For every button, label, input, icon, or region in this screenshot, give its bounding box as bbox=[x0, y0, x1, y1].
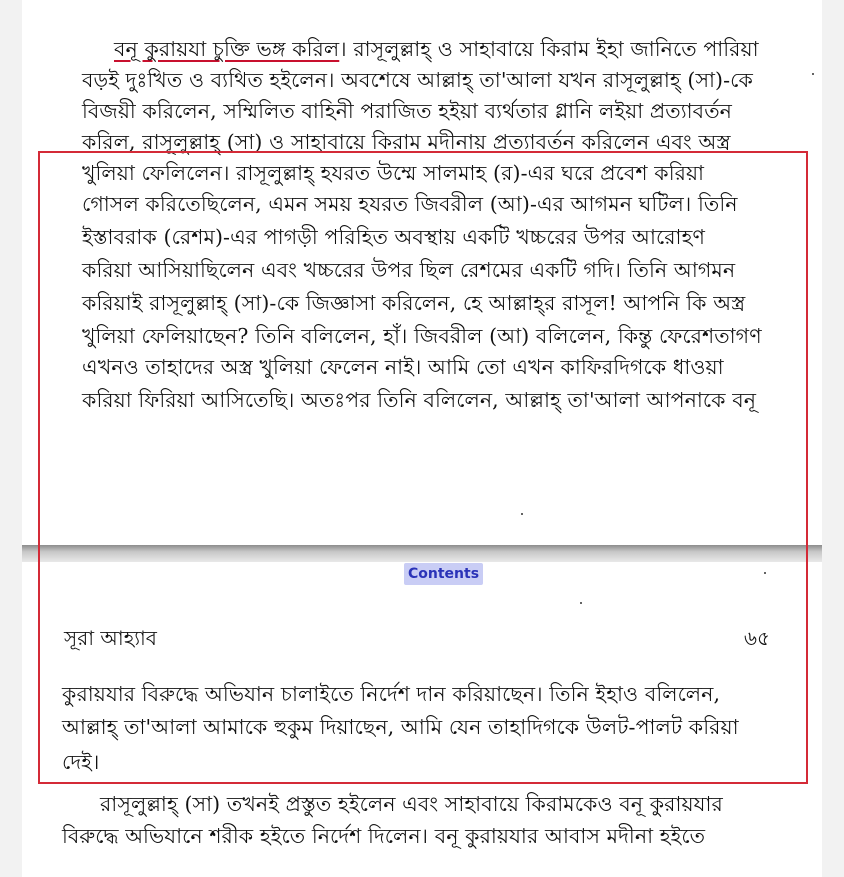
text-line: করিয়াই রাসূলুল্লাহ্ (সা)-কে জিজ্ঞাসা করিলেন, হে আল্লাহ্‌র রাসূল! আপনি কি অস্ত্র bbox=[82, 291, 746, 315]
text-line: দেই। bbox=[62, 750, 100, 774]
page-number: ৬৫ bbox=[744, 626, 770, 650]
underlined-heading: বনূ কুরায়যা চুক্তি ভঙ্গ করিল bbox=[114, 37, 340, 61]
text-line: করিল, রাসূলুল্লাহ্ (সা) ও সাহাবায়ে কিরাম মদীনায় প্রত্যাবর্তন করিলেন এবং অস্ত্র bbox=[82, 130, 731, 154]
text-line: খুলিয়া ফেলিলেন। রাসূলুল্লাহ্ হযরত উম্মে সালমাহ (র)-এর ঘরে প্রবেশ করিয়া bbox=[82, 161, 705, 185]
page-header-title: সূরা আহ্যাব bbox=[64, 626, 157, 650]
text-line: কুরায়যার বিরুদ্ধে অভিযান চালাইতে নির্দেশ দান করিয়াছেন। তিনি ইহাও বলিলেন, bbox=[62, 682, 721, 706]
speck bbox=[812, 73, 814, 75]
text-line: বিজয়ী করিলেন, সম্মিলিত বাহিনী পরাজিত হইয়া ব্যর্থতার গ্লানি লইয়া প্রত্যাবর্তন bbox=[82, 99, 733, 123]
text-line-rest: । রাসূলুল্লাহ্ ও সাহাবায়ে কিরাম ইহা জানিতে পারিয়া bbox=[339, 37, 759, 61]
contents-link[interactable]: Contents bbox=[404, 563, 483, 585]
text-line: বড়ই দুঃখিত ও ব্যথিত হইলেন। অবশেষে আল্লাহ্ তা'আলা যখন রাসূলুল্লাহ্ (সা)-কে bbox=[82, 68, 753, 92]
text-line: করিয়া ফিরিয়া আসিতেছি। অতঃপর তিনি বলিলেন, আল্লাহ্ তা'আলা আপনাকে বনূ bbox=[82, 388, 757, 412]
text-line: ইস্তাবরাক (রেশম)-এর পাগড়ী পরিহিত অবস্থায় একটি খচ্চরের উপর আরোহণ bbox=[82, 225, 705, 249]
right-margin bbox=[822, 0, 844, 877]
text-line: গোসল করিতেছিলেন, এমন সময় হযরত জিবরীল (আ)-এর আগমন ঘটিল। তিনি bbox=[82, 192, 738, 216]
text-line: করিয়া আসিয়াছিলেন এবং খচ্চরের উপর ছিল রেশমের একটি গদি। তিনি আগমন bbox=[82, 258, 736, 282]
text-line: খুলিয়া ফেলিয়াছেন? তিনি বলিলেন, হাঁ। জিবরীল (আ) বলিলেন, কিন্তু ফেরেশতাগণ bbox=[82, 324, 762, 348]
text-line: বিরুদ্ধে অভিযানে শরীক হইতে নির্দেশ দিলেন। বনূ কুরায়যার আবাস মদীনা হইতে bbox=[62, 824, 706, 848]
text-line: আল্লাহ্ তা'আলা আমাকে হুকুম দিয়াছেন, আমি যেন তাহাদিগকে উলট-পালট করিয়া bbox=[62, 715, 739, 739]
text-line bbox=[114, 32, 814, 66]
text-line: এখনও তাহাদের অস্ত্র খুলিয়া ফেলেন নাই। আমি তো এখন কাফিরদিগকে ধাওয়া bbox=[82, 355, 724, 379]
highlight-box bbox=[38, 151, 808, 784]
text-line: রাসূলুল্লাহ্ (সা) তখনই প্রস্তুত হইলেন এবং সাহাবায়ে কিরামকেও বনূ কুরায়যার bbox=[100, 792, 723, 816]
left-margin bbox=[0, 0, 22, 877]
